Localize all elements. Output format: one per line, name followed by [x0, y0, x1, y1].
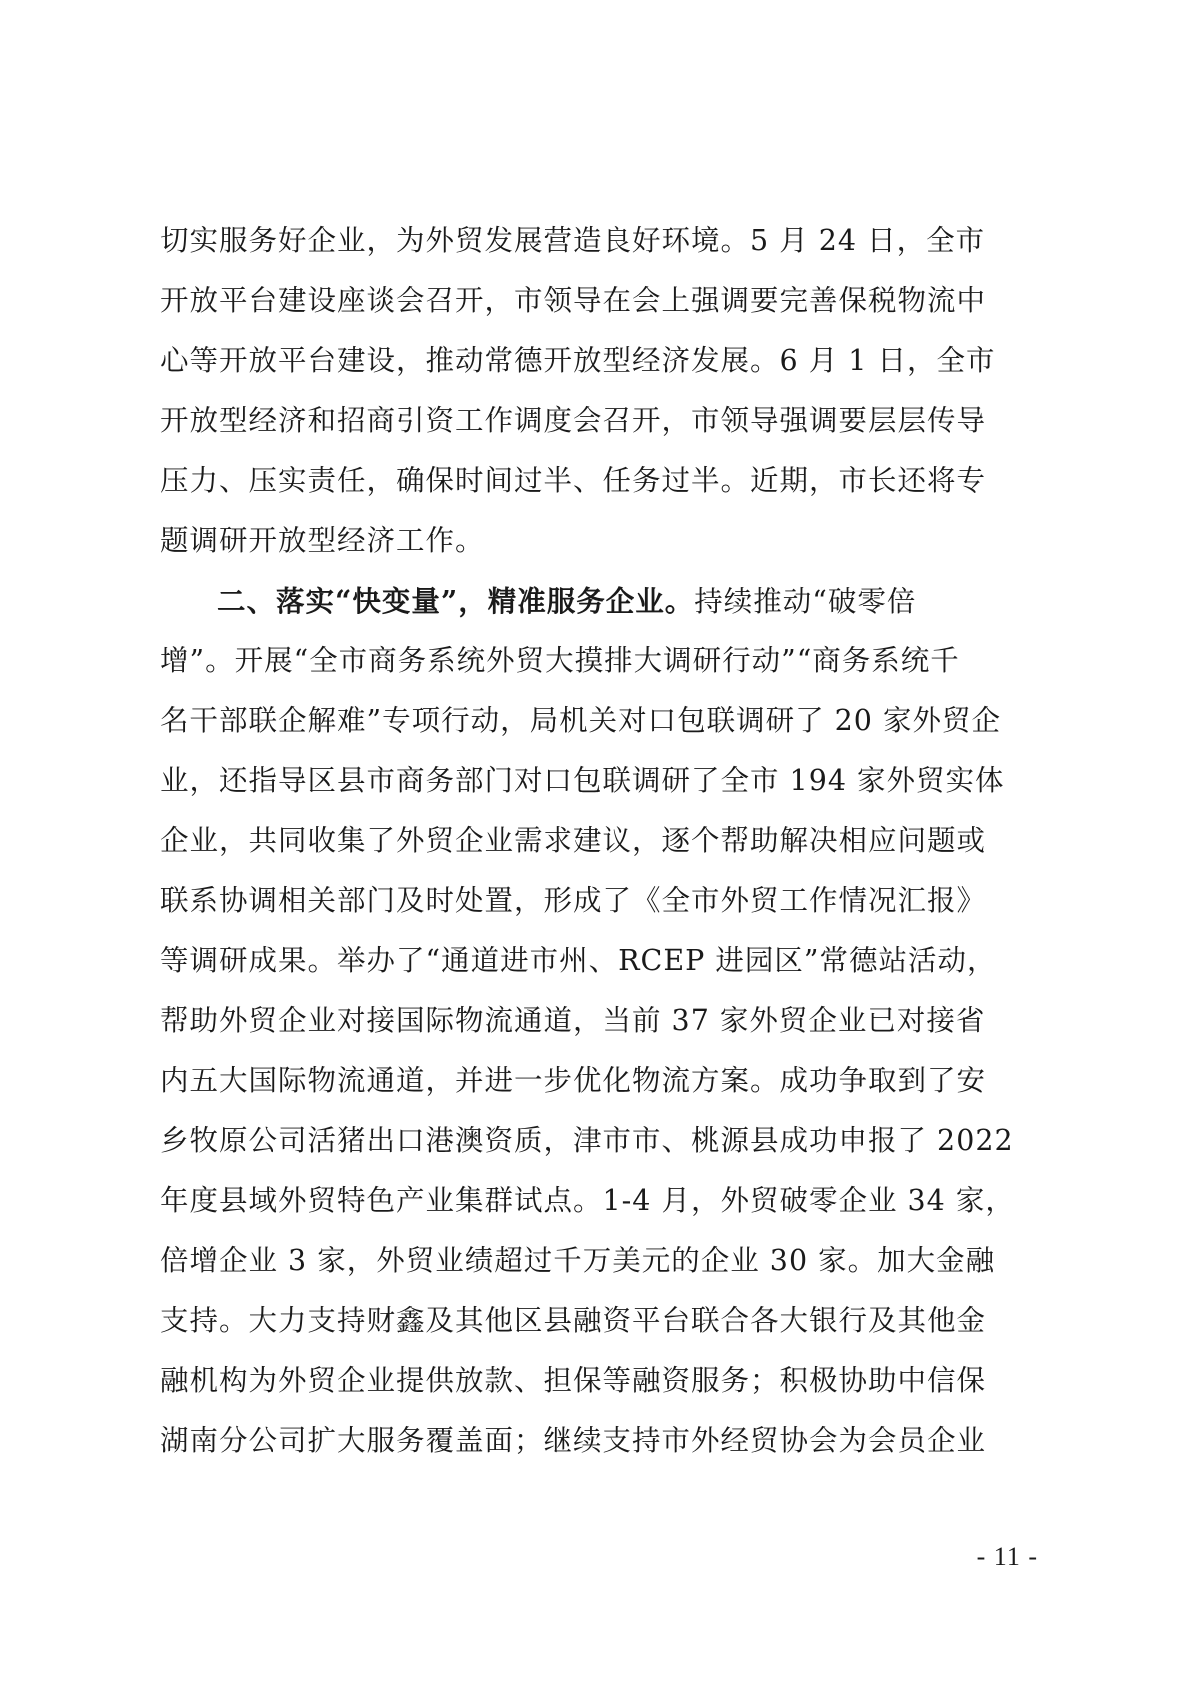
body-text	[160, 211, 1040, 1471]
text-line: 倍增企业 3 家，外贸业绩超过千万美元的企业 30 家。加大金融	[160, 1244, 996, 1277]
text-line: 等调研成果。举办了“通道进市州、RCEP 进园区”常德站活动，	[160, 944, 997, 977]
text-line: 名干部联企解难”专项行动，局机关对口包联调研了 20 家外贸企	[160, 704, 1001, 737]
text-line: 湖南分公司扩大服务覆盖面；继续支持市外经贸协会为会员企业	[160, 1424, 987, 1457]
section-heading: 二、落实“快变量”，精准服务企业。	[217, 584, 695, 618]
text-line: 题调研开放型经济工作。	[160, 524, 485, 557]
text-line: 融机构为外贸企业提供放款、担保等融资服务；积极协助中信保	[160, 1364, 987, 1397]
text-line: 心等开放平台建设，推动常德开放型经济发展。6 月 1 日，全市	[160, 344, 996, 377]
section-heading-continuation: 持续推动“破零倍	[694, 585, 917, 618]
text-line: 支持。大力支持财鑫及其他区县融资平台联合各大银行及其他金	[160, 1304, 987, 1337]
text-line: 企业，共同收集了外贸企业需求建议，逐个帮助解决相应问题或	[160, 824, 987, 857]
text-line: 年度县域外贸特色产业集群试点。1-4 月，外贸破零企业 34 家，	[160, 1184, 1015, 1217]
text-line: 切实服务好企业，为外贸发展营造良好环境。5 月 24 日，全市	[160, 224, 986, 257]
text-line: 内五大国际物流通道，并进一步优化物流方案。成功争取到了安	[160, 1064, 987, 1097]
page-number: - 11 -	[976, 1542, 1038, 1571]
text-line: 业，还指导区县市商务部门对口包联调研了全市 194 家外贸实体	[160, 764, 1005, 797]
text-line: 乡牧原公司活猪出口港澳资质，津市市、桃源县成功申报了 2022	[160, 1124, 1014, 1157]
text-line: 增”。开展“全市商务系统外贸大摸排大调研行动”“商务系统千	[160, 644, 960, 677]
text-line: 压力、压实责任，确保时间过半、任务过半。近期，市长还将专	[160, 464, 987, 497]
text-line: 帮助外贸企业对接国际物流通道，当前 37 家外贸企业已对接省	[160, 1004, 986, 1037]
text-line: 联系协调相关部门及时处置，形成了《全市外贸工作情况汇报》	[160, 884, 987, 917]
text-line: 开放平台建设座谈会召开，市领导在会上强调要完善保税物流中	[160, 284, 987, 317]
text-line: 开放型经济和招商引资工作调度会召开，市领导强调要层层传导	[160, 404, 987, 437]
section-heading-line	[160, 571, 1040, 631]
